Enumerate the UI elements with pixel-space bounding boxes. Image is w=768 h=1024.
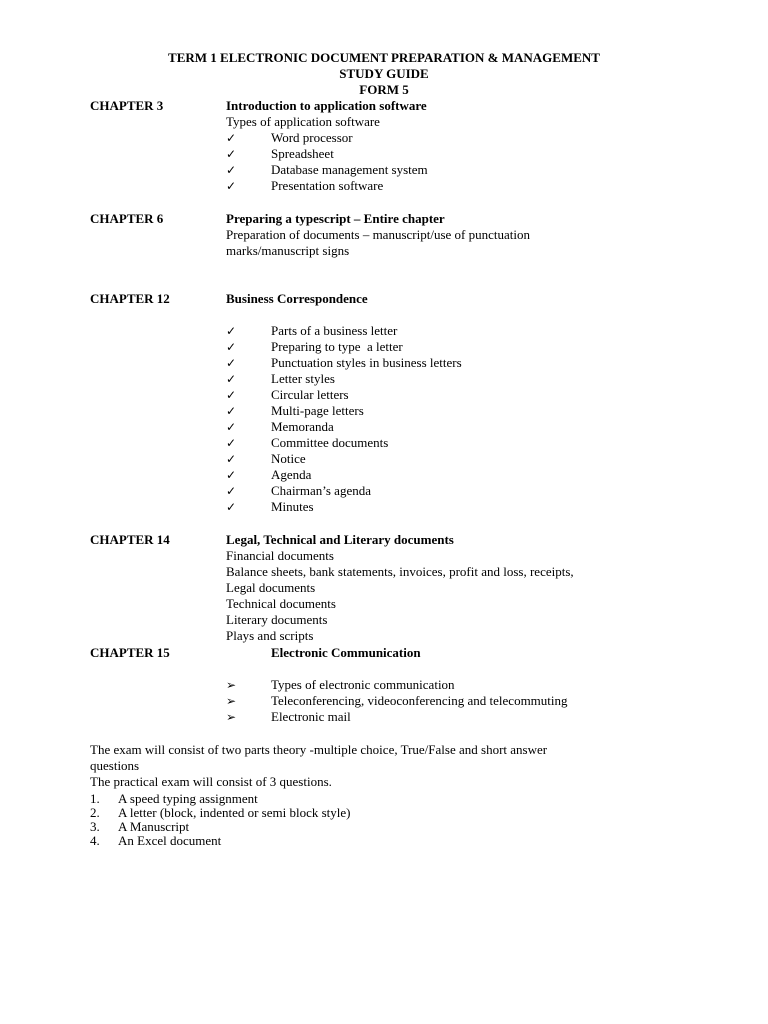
list-item: Committee documents <box>271 435 389 450</box>
chapter-15-heading: Electronic Communication <box>271 645 421 660</box>
chapter-6-text: marks/manuscript signs <box>226 243 350 258</box>
check-icon: ✓ <box>226 340 237 354</box>
check-icon: ✓ <box>226 147 237 161</box>
list-item: Electronic mail <box>271 709 351 724</box>
chapter-12-label: CHAPTER 12 <box>90 291 170 306</box>
doc-title: TERM 1 ELECTRONIC DOCUMENT PREPARATION & MANAGEMENT <box>168 50 600 65</box>
list-item: Chairman’s agenda <box>271 483 371 498</box>
list-item: Minutes <box>271 499 314 514</box>
numbered-item: An Excel document <box>118 833 222 848</box>
chapter-14-line: Technical documents <box>226 596 336 611</box>
list-item: Teleconferencing, videoconferencing and telecommuting <box>271 693 568 708</box>
list-item: Notice <box>271 451 306 466</box>
list-item: Circular letters <box>271 387 349 402</box>
list-item: Database management system <box>271 162 428 177</box>
list-number: 2. <box>90 805 100 820</box>
list-item: Spreadsheet <box>271 146 334 161</box>
list-item: Preparing to type a letter <box>271 339 403 354</box>
exam-note: questions <box>90 758 140 773</box>
chapter-6-text: Preparation of documents – manuscript/use of punctuation <box>226 227 530 242</box>
check-icon: ✓ <box>226 452 237 466</box>
chapter-15-label: CHAPTER 15 <box>90 645 170 660</box>
list-item: Parts of a business letter <box>271 323 398 338</box>
doc-form: FORM 5 <box>359 82 409 97</box>
practical-note: The practical exam will consist of 3 questions. <box>90 774 332 789</box>
list-item: Punctuation styles in business letters <box>271 355 462 370</box>
check-icon: ✓ <box>226 420 237 434</box>
check-icon: ✓ <box>226 372 237 386</box>
chapter-3-heading: Introduction to application software <box>226 98 427 113</box>
check-icon: ✓ <box>226 179 237 193</box>
check-icon: ✓ <box>226 436 237 450</box>
arrow-bullet-icon: ➢ <box>226 678 237 692</box>
chapter-14-heading: Legal, Technical and Literary documents <box>226 532 454 547</box>
numbered-item: A letter (block, indented or semi block style) <box>118 805 351 820</box>
chapter-6-heading: Preparing a typescript – Entire chapter <box>226 211 445 226</box>
chapter-14-line: Financial documents <box>226 548 334 563</box>
chapter-3-label: CHAPTER 3 <box>90 98 164 113</box>
arrow-bullet-icon: ➢ <box>226 694 237 708</box>
list-number: 1. <box>90 791 100 806</box>
chapter-14-line: Balance sheets, bank statements, invoices, profit and loss, receipts, <box>226 564 574 579</box>
check-icon: ✓ <box>226 388 237 402</box>
exam-note: The exam will consist of two parts theory -multiple choice, True/False and short answer <box>90 742 548 757</box>
check-icon: ✓ <box>226 324 237 338</box>
check-icon: ✓ <box>226 484 237 498</box>
check-icon: ✓ <box>226 500 237 514</box>
chapter-14-line: Legal documents <box>226 580 316 595</box>
check-icon: ✓ <box>226 356 237 370</box>
list-item: Multi-page letters <box>271 403 364 418</box>
chapter-12-heading: Business Correspondence <box>226 291 368 306</box>
chapter-6-label: CHAPTER 6 <box>90 211 164 226</box>
chapter-3-intro: Types of application software <box>226 114 380 129</box>
doc-subtitle: STUDY GUIDE <box>339 66 429 81</box>
check-icon: ✓ <box>226 468 237 482</box>
chapter-14-line: Plays and scripts <box>226 628 314 643</box>
arrow-bullet-icon: ➢ <box>226 710 237 724</box>
list-item: Letter styles <box>271 371 335 386</box>
list-item: Memoranda <box>271 419 334 434</box>
check-icon: ✓ <box>226 404 237 418</box>
list-item: Presentation software <box>271 178 384 193</box>
list-number: 3. <box>90 819 100 834</box>
check-icon: ✓ <box>226 163 237 177</box>
list-item: Agenda <box>271 467 312 482</box>
list-item: Word processor <box>271 130 353 145</box>
chapter-14-line: Literary documents <box>226 612 328 627</box>
list-number: 4. <box>90 833 100 848</box>
numbered-item: A speed typing assignment <box>118 791 258 806</box>
check-icon: ✓ <box>226 131 237 145</box>
list-item: Types of electronic communication <box>271 677 455 692</box>
numbered-item: A Manuscript <box>118 819 190 834</box>
chapter-14-label: CHAPTER 14 <box>90 532 170 547</box>
